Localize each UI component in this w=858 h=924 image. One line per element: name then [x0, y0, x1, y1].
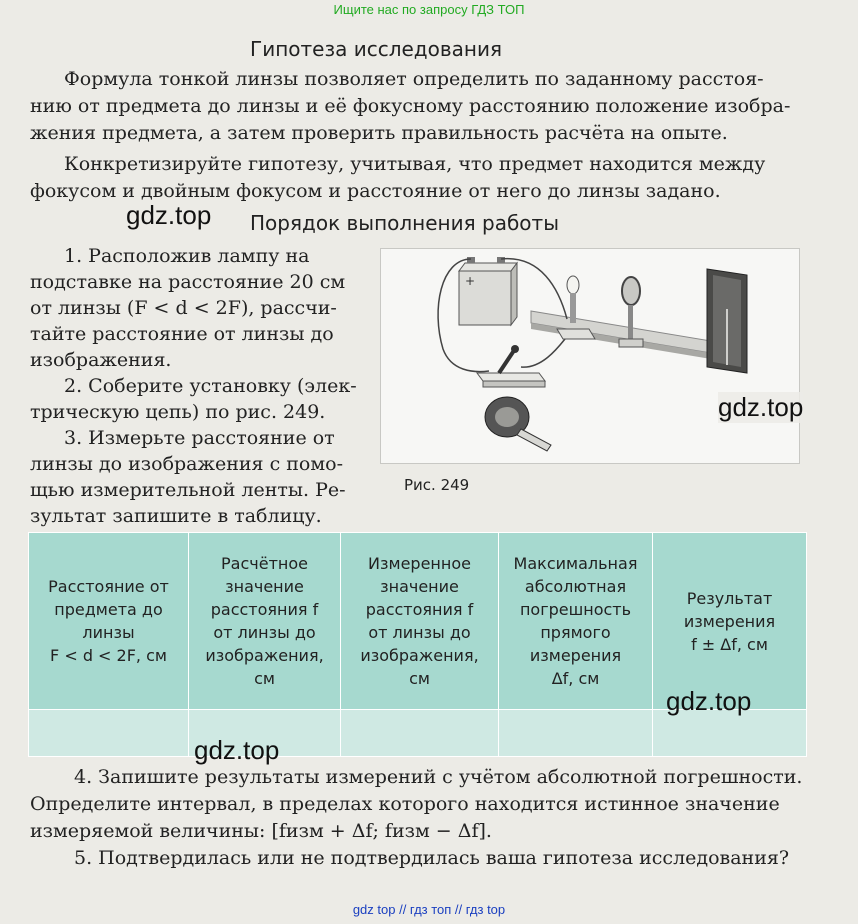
procedure-text: [30, 243, 360, 529]
hypothesis-title: Гипотеза исследования: [250, 37, 503, 61]
text-line: Конкретизируйте гипотезу, учитывая, что предмет находится между: [64, 153, 766, 175]
header-line: от линзы до: [213, 623, 316, 642]
header-line: линзы: [82, 623, 135, 642]
text-line: линзы до изображения с помо-: [30, 453, 343, 475]
text-line: тайте расстояние от линзы до: [30, 323, 334, 345]
procedure-title: Порядок выполнения работы: [250, 211, 559, 235]
header-cell-measured: [341, 533, 499, 710]
watermark: gdz.top: [666, 686, 752, 716]
table-header-row: [29, 533, 807, 710]
top-banner[interactable]: Ищите нас по запросу ГДЗ ТОП: [333, 2, 525, 17]
header-line: Максимальная: [513, 554, 638, 573]
header-line: Результат: [686, 588, 773, 608]
header-cell-distance: [29, 533, 189, 710]
measuring-tape-icon: [485, 397, 551, 451]
text-line: 5. Подтвердилась или не подтвердилась ваша гипотеза исследования?: [74, 847, 790, 869]
watermark: gdz.top: [718, 392, 804, 422]
bottom-banner[interactable]: gdz top // гдз топ // гдз top: [352, 902, 506, 917]
header-line: F < d < 2F, см: [50, 646, 167, 665]
header-line: расстояния f: [210, 600, 319, 619]
header-line: Δf, см: [551, 669, 600, 688]
header-cell-error: [499, 533, 653, 710]
figure-caption: Рис. 249: [404, 476, 470, 494]
header-line: погрешность: [519, 600, 632, 619]
svg-text:+: +: [465, 274, 476, 288]
text-line: 1. Расположив лампу на: [64, 245, 310, 267]
text-line: трическую цепь) по рис. 249.: [30, 401, 326, 423]
header-line: f ± Δf, см: [691, 634, 768, 654]
header-line: изображения,: [360, 646, 479, 665]
table-cell[interactable]: [29, 710, 189, 757]
text-line: щью измерительной ленты. Ре-: [30, 479, 346, 501]
experiment-setup-illustration: [381, 249, 799, 463]
text-line: жения предмета, а затем проверить правильность расчёта на опыте.: [30, 122, 728, 144]
text-line: изображения.: [30, 349, 172, 371]
header-line: измерения: [683, 611, 776, 631]
header-line: значение: [225, 577, 304, 596]
screen-icon: [707, 269, 747, 373]
header-line: Расчётное: [221, 554, 308, 573]
header-cell-result: [653, 533, 807, 710]
text-line: Определите интервал, в пределах которого находится истинное значение: [30, 793, 780, 815]
text-line: от линзы (F < d < 2F), рассчи-: [30, 297, 337, 319]
text-line: зультат запишите в таблицу.: [30, 505, 322, 527]
header-line: абсолютная: [524, 577, 627, 596]
text-line: измеряемой величины: [fизм + Δf; fизм − Δf].: [30, 820, 492, 842]
switch-icon: [477, 345, 545, 387]
header-line: Расстояние от: [48, 577, 169, 596]
battery-icon: [459, 257, 517, 325]
text-line: Формула тонкой линзы позволяет определить по заданному расстоя-: [64, 68, 764, 90]
hypothesis-text: [30, 66, 830, 205]
text-line: подставке на расстояние 20 см: [30, 271, 346, 293]
watermark: gdz.top: [194, 735, 280, 765]
text-line: фокусом и двойным фокусом и расстояние от него до линзы задано.: [30, 180, 721, 202]
header-line: измерения: [529, 646, 622, 665]
text-line: 4. Запишите результаты измерений с учётом абсолютной погрешности.: [74, 766, 803, 788]
text-line: 2. Соберите установку (элек-: [64, 375, 357, 397]
header-line: прямого: [540, 623, 611, 642]
watermark: gdz.top: [126, 200, 212, 230]
header-line: расстояния f: [365, 600, 474, 619]
header-line: см: [254, 669, 275, 688]
header-line: значение: [380, 577, 459, 596]
header-line: см: [409, 669, 430, 688]
header-line: предмета до: [54, 600, 163, 619]
results-table: [28, 532, 807, 757]
header-line: изображения,: [205, 646, 324, 665]
header-line: Измеренное: [368, 554, 471, 573]
steps-after-text: [30, 764, 830, 872]
text-line: 3. Измерьте расстояние от: [64, 427, 335, 449]
table-cell[interactable]: [341, 710, 499, 757]
figure-249: [380, 248, 800, 464]
header-cell-calculated: [189, 533, 341, 710]
table-cell[interactable]: [499, 710, 653, 757]
text-line: нию от предмета до линзы и её фокусному расстоянию положение изобра-: [30, 95, 791, 117]
header-line: от линзы до: [368, 623, 471, 642]
